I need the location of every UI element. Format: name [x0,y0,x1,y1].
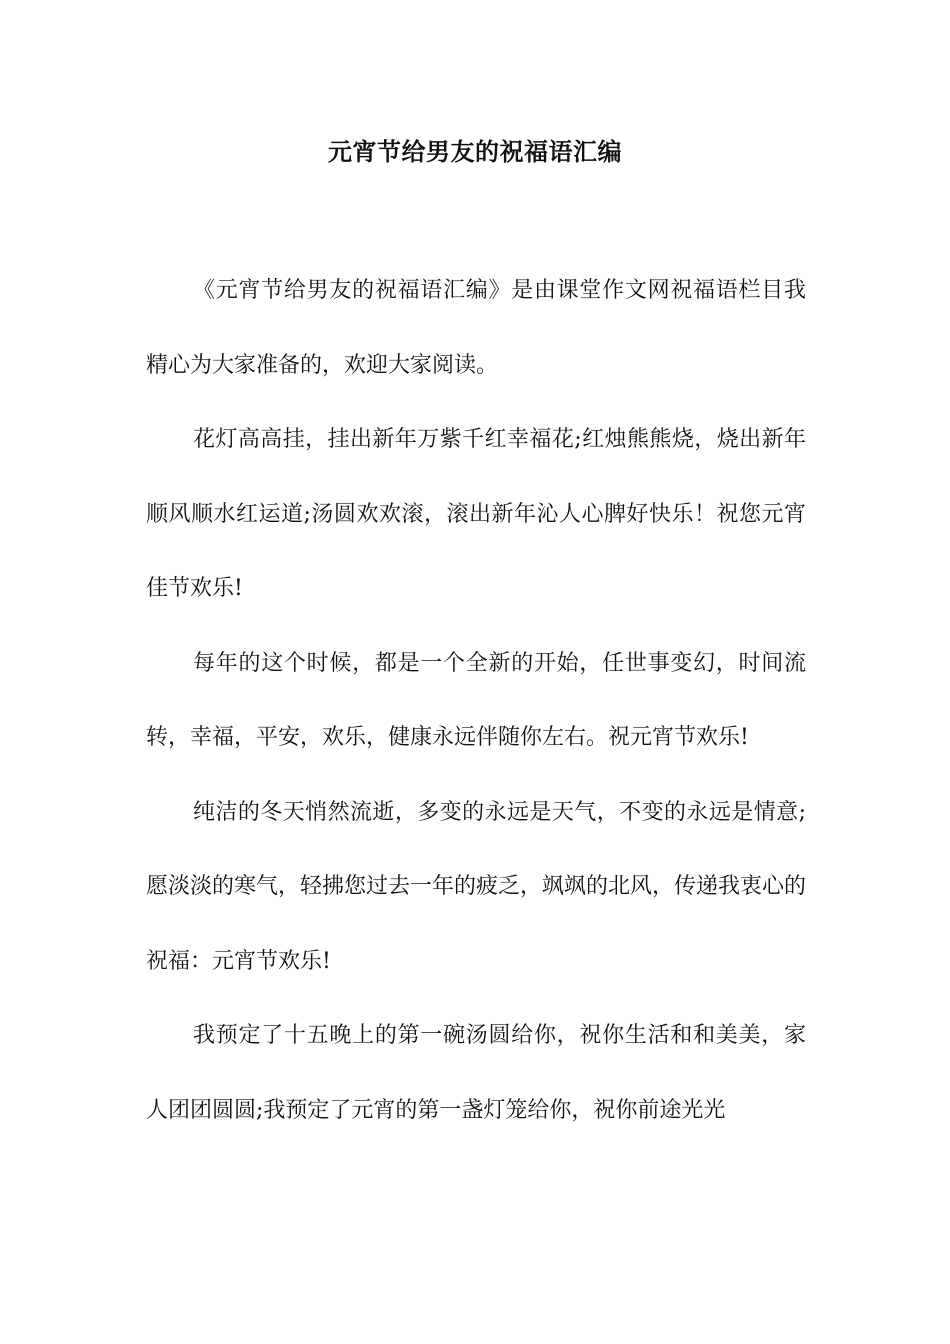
paragraph-winter: 纯洁的冬天悄然流逝，多变的永远是天气，不变的永远是情意;愿淡淡的寒气，轻拂您过去一年的疲乏，飒飒的北风，传递我衷心的祝福：元宵节欢乐! [146,799,807,974]
document-title: 元宵节给男友的祝福语汇编 [328,137,622,166]
paragraph-lanterns: 花灯高高挂，挂出新年万紫千红幸福花;红烛熊熊烧，烧出新年顺风顺水红运道;汤圆欢欢滚，滚出新年沁人心脾好快乐！祝您元宵佳节欢乐! [146,427,806,601]
paragraph-tangyuan: 我预定了十五晚上的第一碗汤圆给你，祝你生活和和美美，家人团团圆圆;我预定了元宵的第一盏灯笼给你，祝你前途光光 [146,1023,806,1123]
paragraph-new-beginning: 每年的这个时候，都是一个全新的开始，任世事变幻，时间流转，幸福，平安，欢乐，健康永远伴随你左右。祝元宵节欢乐! [146,650,806,750]
paragraph-intro: 《元宵节给男友的祝福语汇编》是由课堂作文网祝福语栏目我精心为大家准备的，欢迎大家阅读。 [146,278,806,378]
document-body [146,254,806,1148]
